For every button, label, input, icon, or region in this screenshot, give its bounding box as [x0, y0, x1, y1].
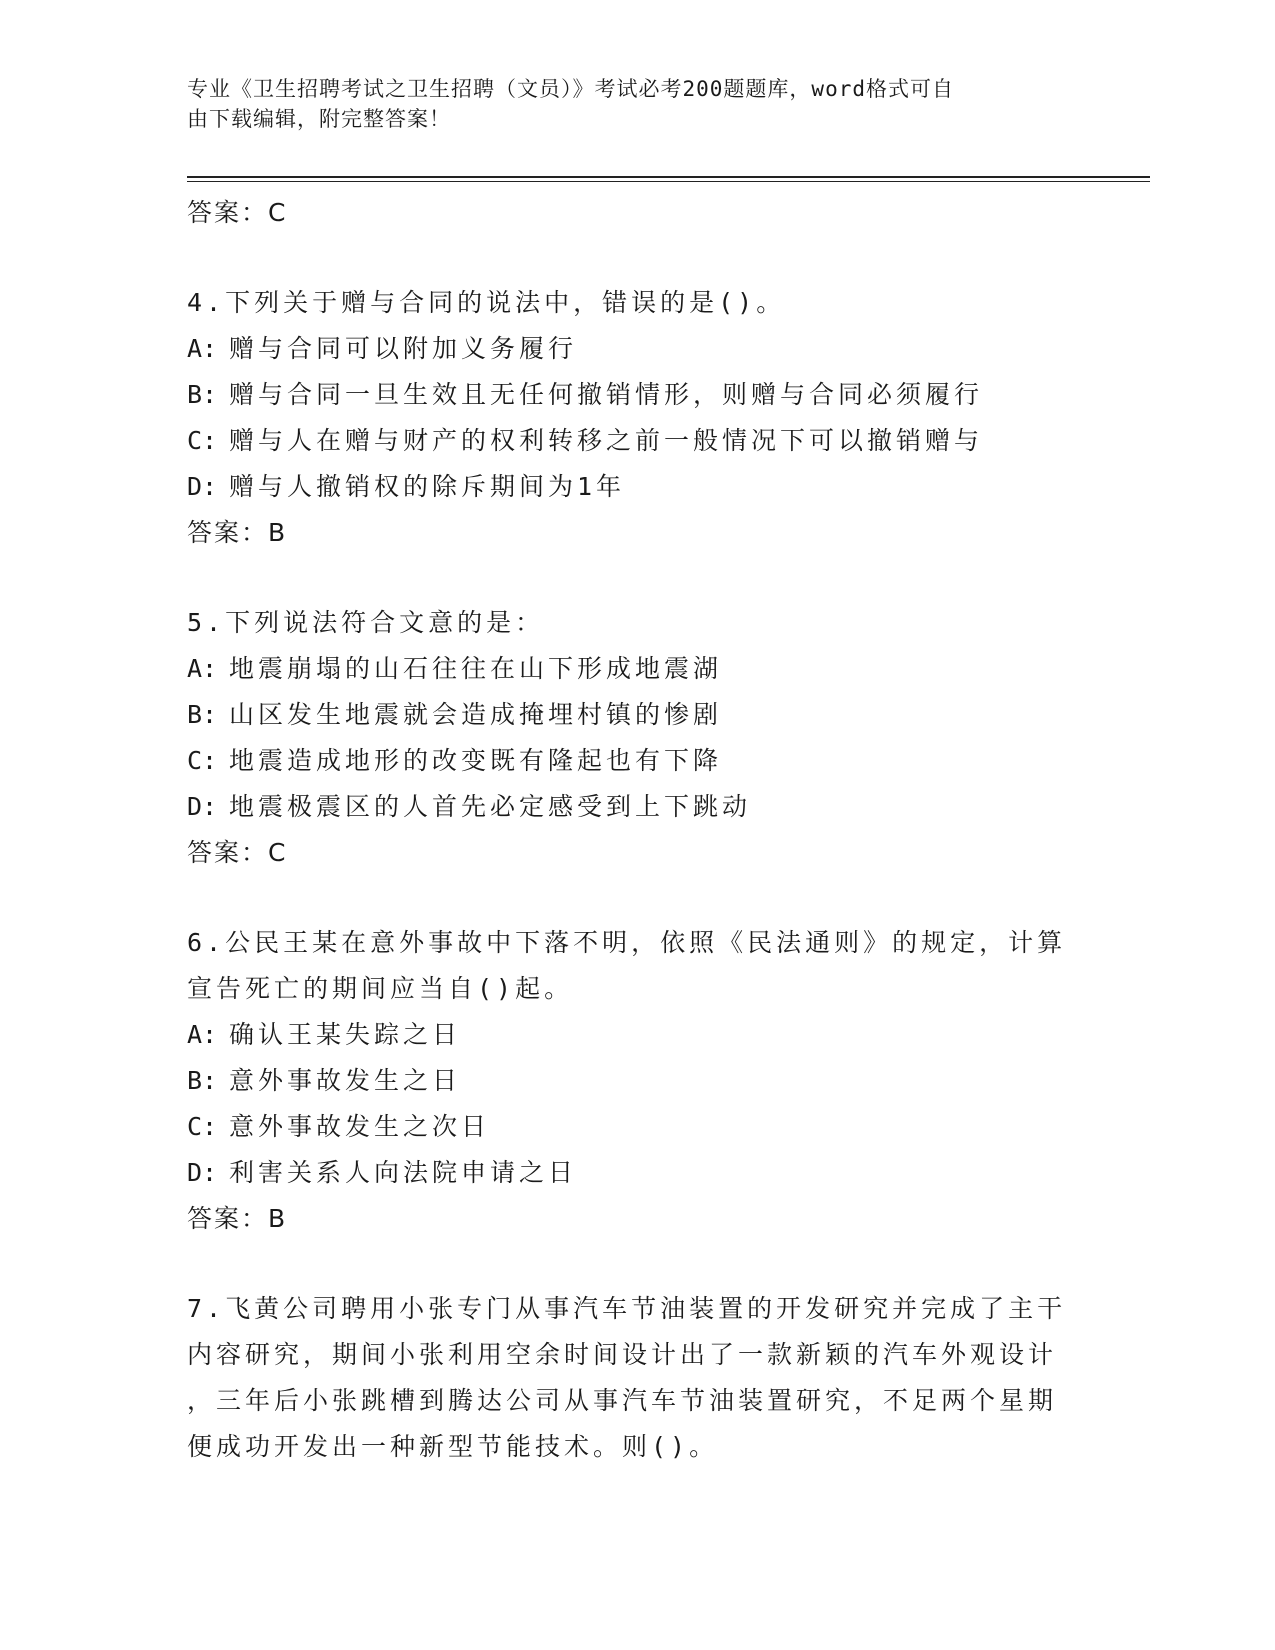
option-text: 赠与人在赠与财产的权利转移之前一般情况下可以撤销赠与 [229, 426, 984, 455]
question-block [187, 600, 1067, 876]
answer-value: C [268, 838, 286, 867]
option-text: 山区发生地震就会造成掩埋村镇的惨剧 [229, 700, 723, 729]
answer-option [187, 464, 1067, 510]
answer-option [187, 692, 1067, 738]
answer-label: 答案： [187, 838, 269, 867]
answer-option [187, 1104, 1067, 1150]
question-stem: 7.飞黄公司聘用小张专门从事汽车节油装置的开发研究并完成了主干 [187, 1294, 1067, 1323]
header-line-2: 由下载编辑，附完整答案！ [187, 107, 451, 131]
option-text: 意外事故发生之次日 [229, 1112, 491, 1141]
option-key: A: [187, 654, 218, 683]
answer-value: B [268, 1204, 286, 1233]
option-key: C: [187, 1112, 218, 1141]
header-divider-thin [187, 181, 1150, 182]
answer-label: 答案： [187, 1204, 269, 1233]
question-stem: 4.下列关于赠与合同的说法中，错误的是()。 [187, 288, 786, 317]
answer-line [187, 830, 1067, 876]
answer-option [187, 418, 1067, 464]
option-key: B: [187, 380, 218, 409]
header-line-1: 专业《卫生招聘考试之卫生招聘（文员）》考试必考200题题库，word格式可自 [187, 77, 954, 101]
option-key: C: [187, 426, 218, 455]
option-key: C: [187, 746, 218, 775]
option-key: B: [187, 1066, 218, 1095]
answer-value: B [268, 518, 286, 547]
answer-line [187, 1196, 1067, 1242]
option-key: A: [187, 334, 218, 363]
option-text: 利害关系人向法院申请之日 [229, 1158, 578, 1187]
option-text: 赠与合同可以附加义务履行 [229, 334, 578, 363]
option-text: 地震崩塌的山石往往在山下形成地震湖 [229, 654, 723, 683]
option-text: 确认王某失踪之日 [229, 1020, 462, 1049]
answer-option [187, 784, 1067, 830]
answer-option [187, 326, 1067, 372]
question-block [187, 280, 1067, 556]
question-stem: 5.下列说法符合文意的是： [187, 608, 545, 637]
answer-value: C [268, 198, 286, 227]
option-text: 地震极震区的人首先必定感受到上下跳动 [229, 792, 752, 821]
answer-option [187, 1012, 1067, 1058]
question-block [187, 1286, 1067, 1470]
answer-label: 答案： [187, 198, 269, 227]
option-key: A: [187, 1020, 218, 1049]
option-text: 赠与人撤销权的除斥期间为1年 [229, 472, 626, 501]
header-divider-thick [187, 176, 1150, 178]
answer-option [187, 646, 1067, 692]
answer-option [187, 738, 1067, 784]
answer-option [187, 372, 1067, 418]
answer-line [187, 190, 1067, 236]
answer-option [187, 1058, 1067, 1104]
question-stem: 内容研究，期间小张利用空余时间设计出了一款新颖的汽车外观设计 [187, 1340, 1058, 1369]
question-stem: 宣告死亡的期间应当自()起。 [187, 974, 574, 1003]
document-header [187, 74, 1067, 134]
question-list [187, 190, 1067, 1470]
option-text: 意外事故发生之日 [229, 1066, 462, 1095]
answer-line [187, 510, 1067, 556]
question-block [187, 920, 1067, 1242]
option-key: D: [187, 792, 218, 821]
question-stem: ，三年后小张跳槽到腾达公司从事汽车节油装置研究，不足两个星期 [187, 1386, 1058, 1415]
option-text: 地震造成地形的改变既有隆起也有下降 [229, 746, 723, 775]
option-key: B: [187, 700, 218, 729]
question-stem: 6.公民王某在意外事故中下落不明，依照《民法通则》的规定，计算 [187, 928, 1067, 957]
answer-option [187, 1150, 1067, 1196]
option-key: D: [187, 1158, 218, 1187]
question-stem: 便成功开发出一种新型节能技术。则()。 [187, 1432, 719, 1461]
option-text: 赠与合同一旦生效且无任何撤销情形，则赠与合同必须履行 [229, 380, 984, 409]
option-key: D: [187, 472, 218, 501]
answer-label: 答案： [187, 518, 269, 547]
